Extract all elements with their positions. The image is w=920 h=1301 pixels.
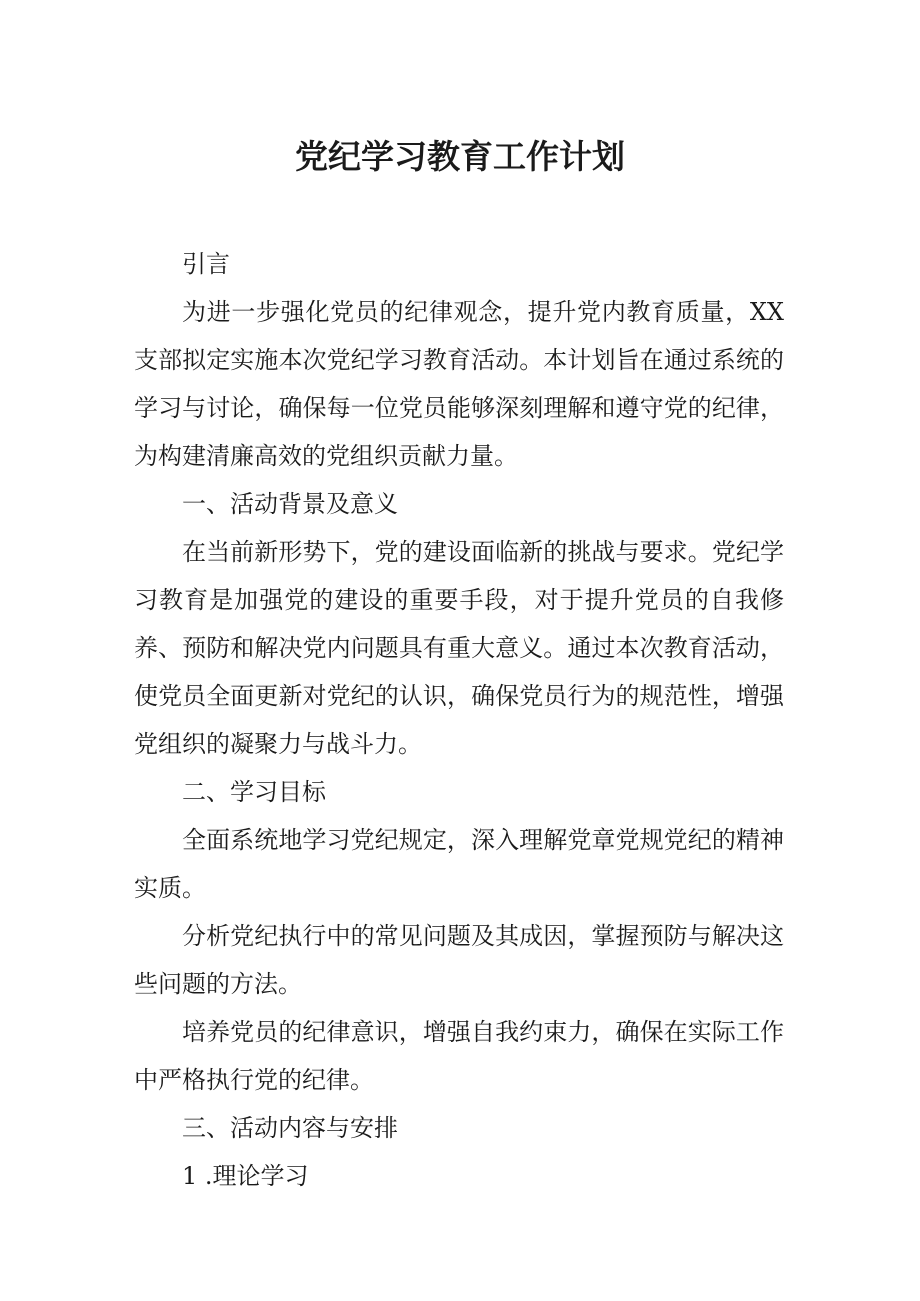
goal-item-2: 分析党纪执行中的常见问题及其成因，掌握预防与解决这些问题的方法。 (134, 922, 784, 998)
subsection1-heading: 1 .理论学习 (182, 1162, 309, 1190)
document-body (134, 240, 784, 1200)
document-title: 党纪学习教育工作计划 (295, 137, 625, 176)
section2-heading: 二、学习目标 (182, 778, 326, 806)
goal-item-1: 全面系统地学习党纪规定，深入理解党章党规党纪的精神实质。 (134, 826, 784, 902)
section1-heading: 一、活动背景及意义 (182, 490, 398, 518)
intro-heading: 引言 (182, 250, 230, 278)
intro-paragraph: 为进一步强化党员的纪律观念，提升党内教育质量，XX支部拟定实施本次党纪学习教育活动。本计划旨在通过系统的学习与讨论，确保每一位党员能够深刻理解和遵守党的纪律，为构建清廉高效的党组织贡献力量。 (134, 298, 784, 470)
goal-item-3: 培养党员的纪律意识，增强自我约束力，确保在实际工作中严格执行党的纪律。 (134, 1018, 784, 1094)
section1-paragraph: 在当前新形势下，党的建设面临新的挑战与要求。党纪学习教育是加强党的建设的重要手段，对于提升党员的自我修养、预防和解决党内问题具有重大意义。通过本次教育活动，使党员全面更新对党纪的认识，确保党员行为的规范性，增强党组织的凝聚力与战斗力。 (134, 538, 784, 758)
section3-heading: 三、活动内容与安排 (182, 1114, 398, 1142)
